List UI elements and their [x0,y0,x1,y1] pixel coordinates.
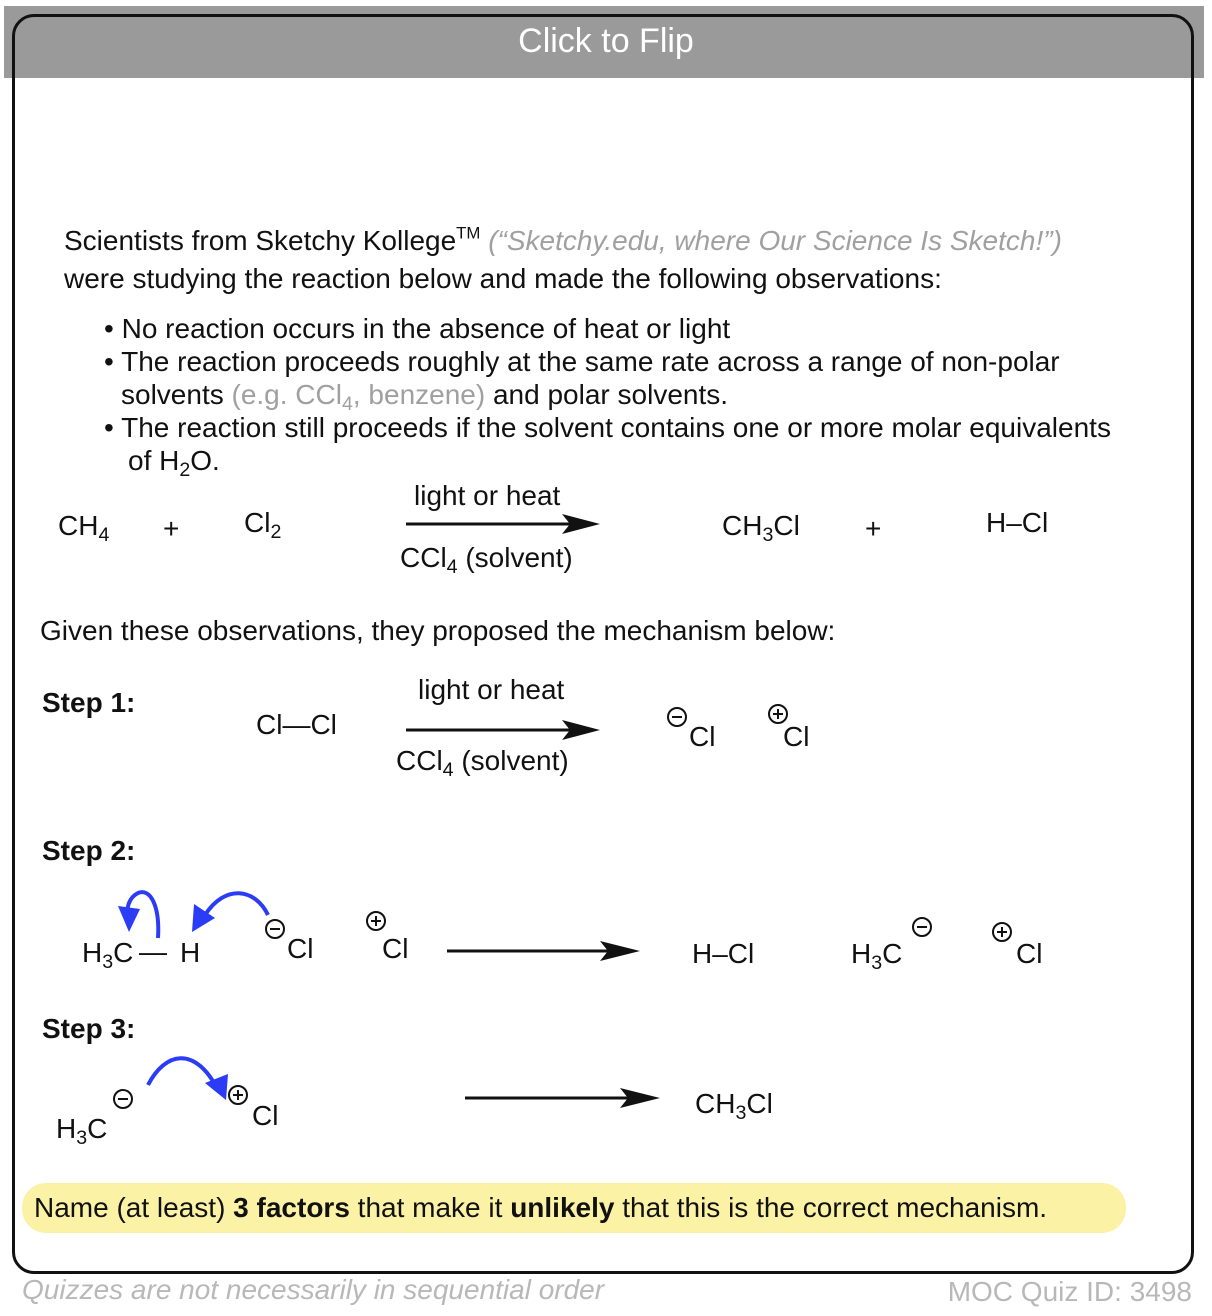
question-emphasis-unlikely: unlikely [510,1192,615,1223]
step-3-product: $CH_3Cl$ [695,1088,773,1124]
step-2-chloride-anion: Cl [287,933,314,964]
observation-3-text-a: The reaction still proceeds if the solvent contains one or more molar equivalents [121,412,1111,443]
footer-note: Quizzes are not necessarily in sequential order [22,1274,605,1305]
intro-tagline: (“Sketchy.edu, where Our Science Is Sketch!”) [488,225,1062,256]
curved-arrow-icon [118,892,158,938]
bullet: • [104,412,114,443]
step-1-condition-above: light or heat [418,674,565,705]
trademark: TM [456,223,481,243]
observation-2-prefix: solvents [121,379,224,410]
observation-2-example: (e.g. CCl$_4$, benzene) [231,379,486,415]
step-2-bond: — [139,936,167,967]
mechanism-intro: Given these observations, they proposed the mechanism below: [40,615,836,646]
step-3-chlorine-cation: Cl [252,1100,279,1131]
question-emphasis-factors: 3 factors [233,1192,350,1223]
step-1-arrow [406,720,600,740]
step-2-label: Step 2: [42,835,136,866]
plus-sign: + [163,513,180,544]
step-3-arrow [465,1088,660,1108]
observation-2-suffix: and polar solvents. [492,379,729,410]
bullet: • [104,313,114,344]
step-2-product-methyl-anion: $H_3C$ [851,938,903,974]
product-chloromethane: $CH_3Cl$ [722,510,800,546]
step-2-methyl-group: $H_3C$ [82,937,134,973]
product-hcl: H–Cl [986,507,1049,538]
quiz-id: MOC Quiz ID: 3498 [947,1276,1192,1307]
step-1-condition-below: CCl$_4$ (solvent) [396,745,569,781]
reactant-chlorine: $Cl_2$ [244,507,282,543]
question-text: Name (at least) 3 factors that make it unlikely that this is the correct mechanism. [34,1192,1048,1223]
step-2-arrow [447,941,640,961]
step-1-label: Step 1: [42,687,136,718]
observation-3-line-b: of $H_2O$. [128,445,220,481]
step-2-hydrogen: H [180,937,201,968]
curved-arrow-icon [192,893,268,932]
step-1-chlorine-cation: Cl [783,721,810,752]
curved-arrow-icon [148,1058,228,1100]
observation-2-text-a: The reaction proceeds roughly at the same rate across a range of non-polar [121,346,1060,377]
step-3-label: Step 3: [42,1013,136,1044]
step-3-methyl-anion: $H_3C$ [56,1113,108,1149]
bullet: • [104,346,114,377]
plus-sign-products: + [865,513,882,544]
step-1-chloride-anion: Cl [689,721,716,752]
step-2-product-hcl: H–Cl [692,938,755,969]
intro-prefix: Scientists from Sketchy Kollege [64,225,457,256]
flip-label[interactable]: Click to Flip [518,22,694,60]
observation-1-text: No reaction occurs in the absence of heat or light [121,313,731,344]
step-2-product-chlorine-cation: Cl [1016,938,1043,969]
intro-line-2: were studying the reaction below and made the following observations: [64,263,942,294]
step-2-chlorine-cation: Cl [382,933,409,964]
overall-reaction-arrow [406,514,600,534]
reactant-methane: $CH_4$ [58,510,110,546]
arrow-condition-below: CCl$_4$ (solvent) [400,542,573,578]
arrow-condition-above: light or heat [414,480,561,511]
step-1-reactant: Cl—Cl [256,709,337,740]
